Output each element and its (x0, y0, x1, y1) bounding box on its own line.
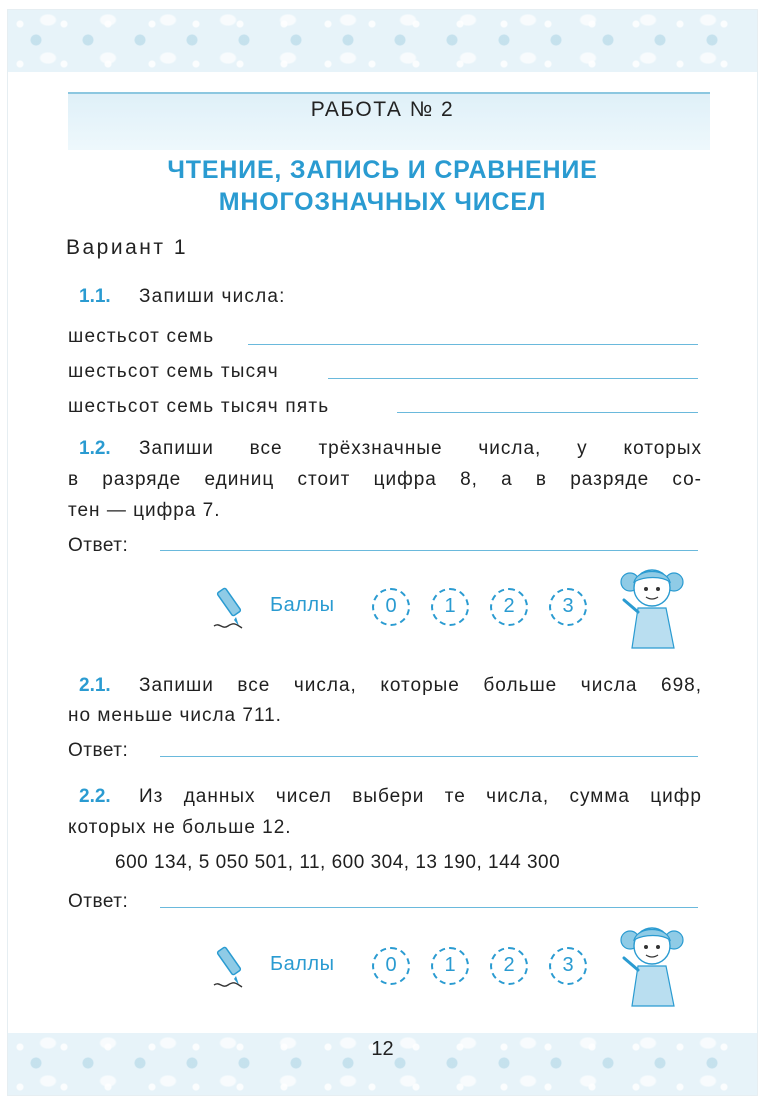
task-2-2-answer-label: Ответ: (68, 891, 129, 912)
answer-line-1-1-b[interactable] (328, 378, 698, 379)
answer-line-1-2[interactable] (160, 550, 698, 551)
task-1-1-item-1: шестьсот семь (68, 326, 215, 347)
answer-line-1-1-c[interactable] (397, 412, 698, 413)
score-option-1[interactable]: 1 (431, 588, 469, 626)
task-2-2-line2: которых не больше 12. (68, 817, 292, 838)
score-label: Баллы (270, 953, 335, 975)
score-option-3[interactable]: 3 (549, 947, 587, 985)
answer-line-1-1-a[interactable] (248, 344, 698, 345)
score-option-0[interactable]: 0 (372, 588, 410, 626)
work-title: РАБОТА № 2 (310, 98, 455, 121)
task-number-1-2: 1.2. (79, 438, 111, 459)
score-option-3[interactable]: 3 (549, 588, 587, 626)
page-number: 12 (371, 1038, 394, 1060)
task-2-2-line1: Из данных чисел выбери те числа, сумма цифр (139, 786, 702, 807)
score-label: Баллы (270, 594, 335, 616)
task-1-2-line3: тен — цифра 7. (68, 500, 221, 521)
given-numbers: 600 134, 5 050 501, 11, 600 304, 13 190, 144 300 (115, 852, 561, 873)
task-2-1-answer-label: Ответ: (68, 740, 129, 761)
task-1-2-line2: в разряде единиц стоит цифра 8, а в разряде со- (68, 469, 702, 490)
score-option-1[interactable]: 1 (431, 947, 469, 985)
score-option-2[interactable]: 2 (490, 588, 528, 626)
task-number-1-1: 1.1. (79, 286, 111, 307)
task-number-2-2: 2.2. (79, 786, 111, 807)
score-block-1 (212, 586, 632, 636)
top-ornament-border (8, 10, 757, 72)
task-1-1-item-3: шестьсот семь тысяч пять (68, 396, 330, 417)
pencil-icon (212, 586, 256, 634)
variant-label: Вариант 1 (66, 236, 189, 259)
task-1-2-line1: Запиши все трёхзначные числа, у которых (139, 438, 702, 459)
score-option-0[interactable]: 0 (372, 947, 410, 985)
score-option-2[interactable]: 2 (490, 947, 528, 985)
girl-illustration-icon (616, 560, 688, 650)
girl-illustration-icon (616, 918, 688, 1008)
pencil-icon (212, 945, 256, 993)
score-block-2 (212, 945, 632, 995)
topic-title-line1: ЧТЕНИЕ, ЗАПИСЬ И СРАВНЕНИЕ (167, 156, 598, 184)
answer-line-2-2[interactable] (160, 907, 698, 908)
answer-line-2-1[interactable] (160, 756, 698, 757)
task-1-2-answer-label: Ответ: (68, 535, 129, 556)
task-2-1-line1: Запиши все числа, которые больше числа 698, (139, 675, 702, 696)
task-number-2-1: 2.1. (79, 675, 111, 696)
topic-title-line2: МНОГОЗНАЧНЫХ ЧИСЕЛ (218, 188, 547, 216)
task-2-1-line2: но меньше числа 711. (68, 705, 282, 726)
task-1-1-item-2: шестьсот семь тысяч (68, 361, 279, 382)
task-1-1-prompt: Запиши числа: (139, 286, 286, 307)
